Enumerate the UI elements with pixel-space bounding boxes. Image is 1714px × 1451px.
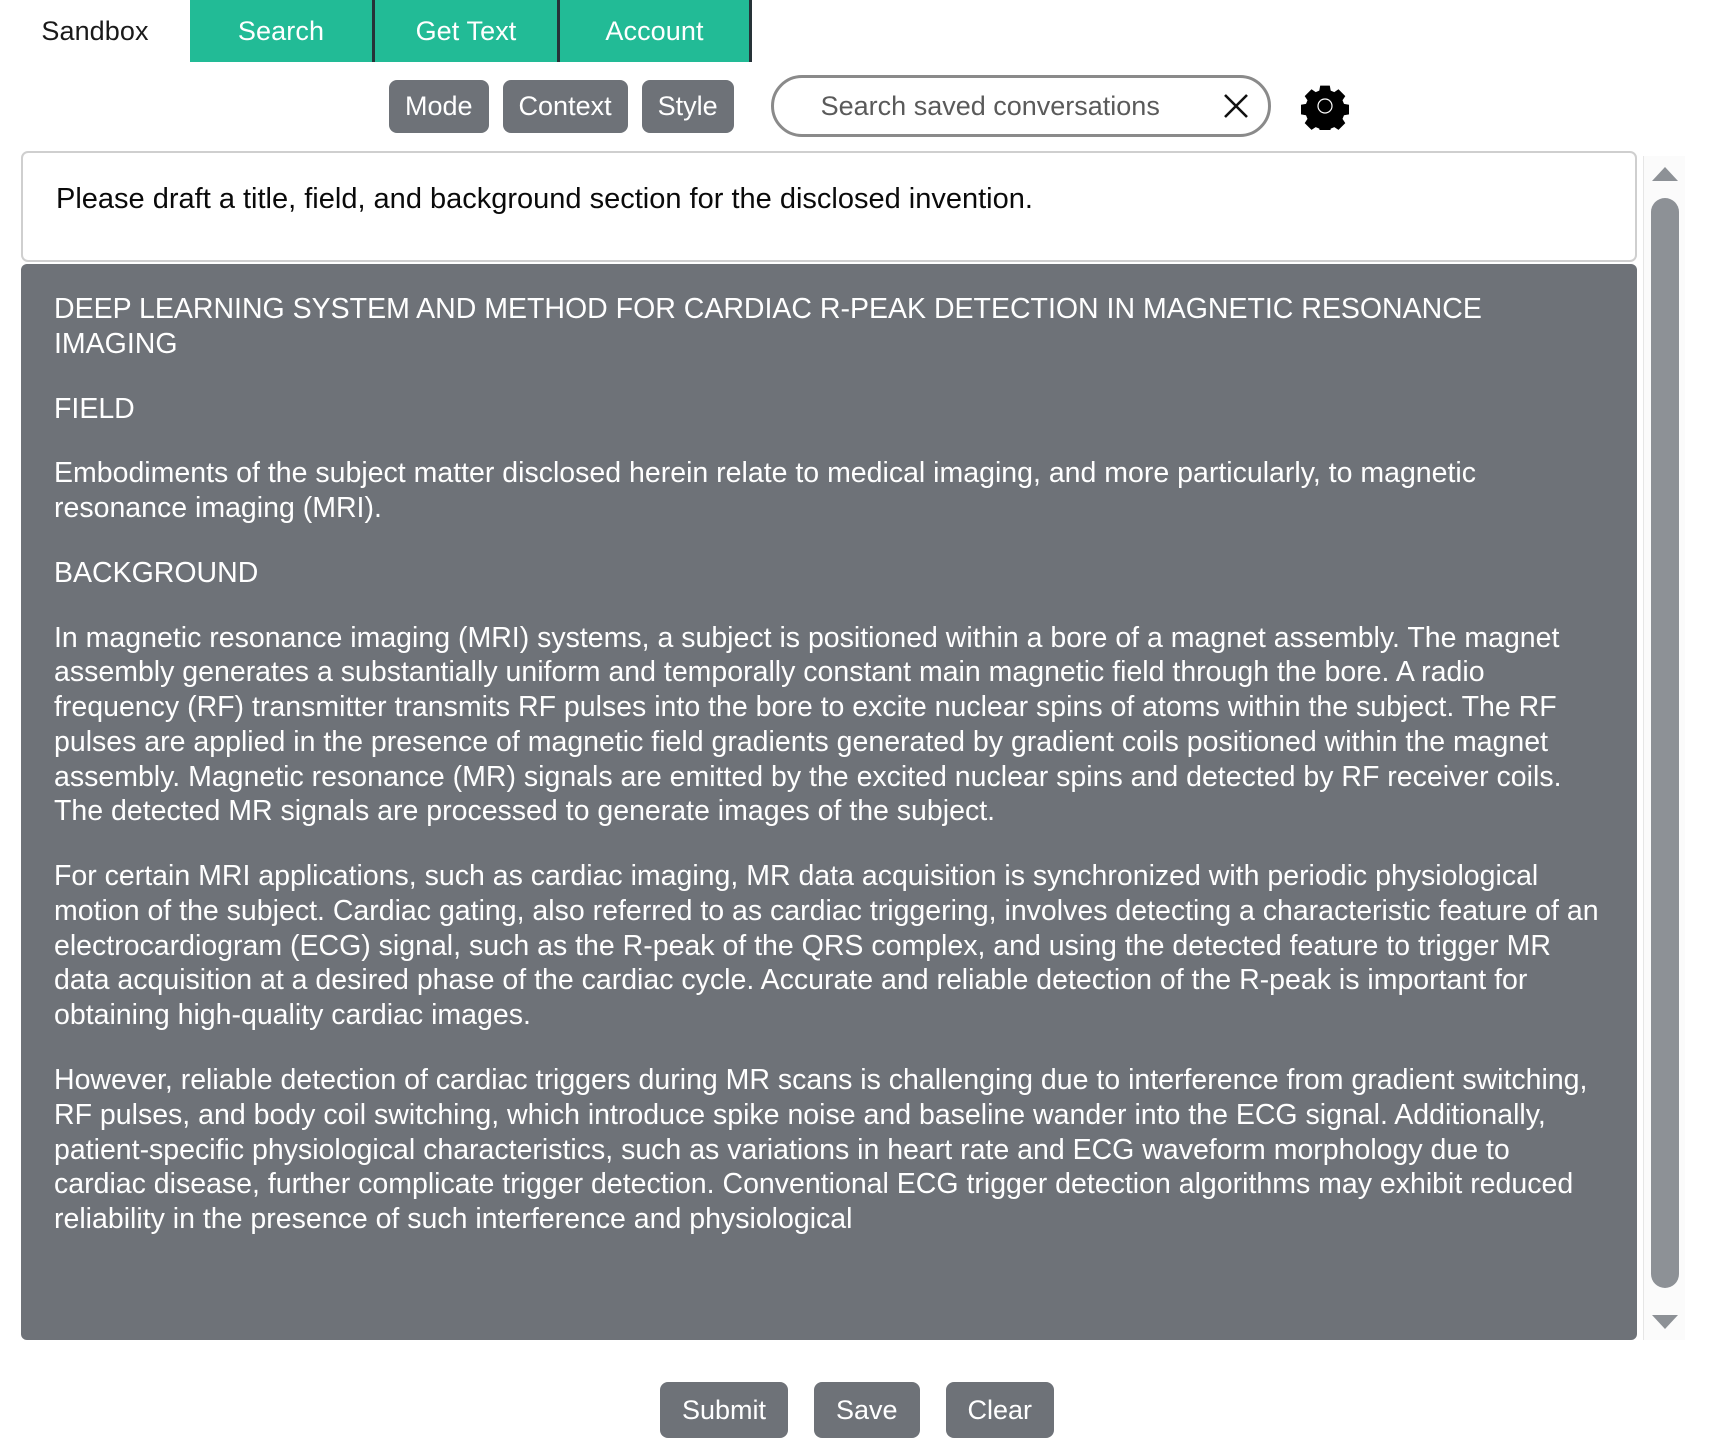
tab-sandbox-label: Sandbox (41, 15, 149, 46)
style-button[interactable]: Style (642, 80, 734, 133)
response-paragraph: For certain MRI applications, such as cardiac imaging, MR data acquisition is synchronized with periodic physiological motion of the subject. Cardiac gating, also referred to as cardiac triggering, involves detecting a characteristic feature of an electrocardiogram (ECG) signal, such as the R-peak of the QRS complex, and using the detected feature to trigger MR data acquisition at a desired phase of the cardiac cycle. Accurate and reliable detection of the R-peak is important for obtaining high-quality cardiac images. (54, 860, 1599, 1032)
gear-icon[interactable] (1297, 78, 1353, 134)
tab-get-text-label: Get Text (415, 15, 517, 46)
action-button-row (0, 1382, 1714, 1438)
response-heading-background: BACKGROUND (54, 556, 259, 589)
response-paragraph: However, reliable detection of cardiac triggers during MR scans is challenging due to interference from gradient switching, RF pulses, and body coil switching, which introduce spike noise and baseline wander into the ECG signal. Additionally, patient-specific physiological characteristics, such as variations in heart rate and ECG waveform morphology due to cardiac disease, further complicate trigger detection. Conventional ECG trigger detection algorithms may exhibit reduced reliability in the presence of such interference and physiological (54, 1064, 1588, 1236)
scrollbar-thumb[interactable] (1651, 198, 1679, 1288)
tab-account-label: Account (605, 15, 704, 46)
tab-sandbox[interactable] (0, 0, 190, 62)
tab-bar-filler (752, 0, 1714, 62)
prompt-input[interactable] (21, 151, 1637, 262)
save-button[interactable]: Save (814, 1382, 920, 1438)
close-x-icon[interactable] (1210, 78, 1262, 134)
response-scrollbar[interactable] (1643, 156, 1685, 1340)
tab-account[interactable] (560, 0, 752, 62)
clear-button[interactable]: Clear (946, 1382, 1055, 1438)
search-conversations-field (771, 75, 1271, 137)
tab-bar (0, 0, 1714, 62)
tab-search[interactable] (190, 0, 375, 62)
context-button[interactable]: Context (503, 80, 628, 133)
tab-search-label: Search (237, 15, 325, 46)
response-title: DEEP LEARNING SYSTEM AND METHOD FOR CARDIAC R-PEAK DETECTION IN MAGNETIC RESONANCE IMAGING (54, 293, 1482, 360)
response-heading-field: FIELD (54, 392, 135, 425)
mode-button[interactable]: Mode (389, 80, 489, 133)
triangle-down-icon[interactable] (1644, 1304, 1686, 1340)
triangle-up-icon[interactable] (1644, 156, 1686, 192)
submit-button[interactable]: Submit (660, 1382, 788, 1438)
tab-get-text[interactable] (375, 0, 560, 62)
response-paragraph: In magnetic resonance imaging (MRI) systems, a subject is positioned within a bore of a magnet assembly. The magnet assembly generates a substantially uniform and temporally constant main magnetic field through the bore. A radio frequency (RF) transmitter transmits RF pulses into the bore to excite nuclear spins of atoms within the subject. The RF pulses are applied in the presence of magnetic field gradients generated by gradient coils positioned within the magnet assembly. Magnetic resonance (MR) signals are emitted by the excited nuclear spins and detected by RF receiver coils. The detected MR signals are processed to generate images of the subject. (54, 621, 1562, 828)
response-paragraph: Embodiments of the subject matter disclosed herein relate to medical imaging, and more particularly, to magnetic resonance imaging (MRI). (54, 457, 1476, 525)
search-input[interactable] (774, 91, 1210, 122)
toolbar (0, 62, 1714, 150)
response-output-panel[interactable] (21, 264, 1637, 1340)
